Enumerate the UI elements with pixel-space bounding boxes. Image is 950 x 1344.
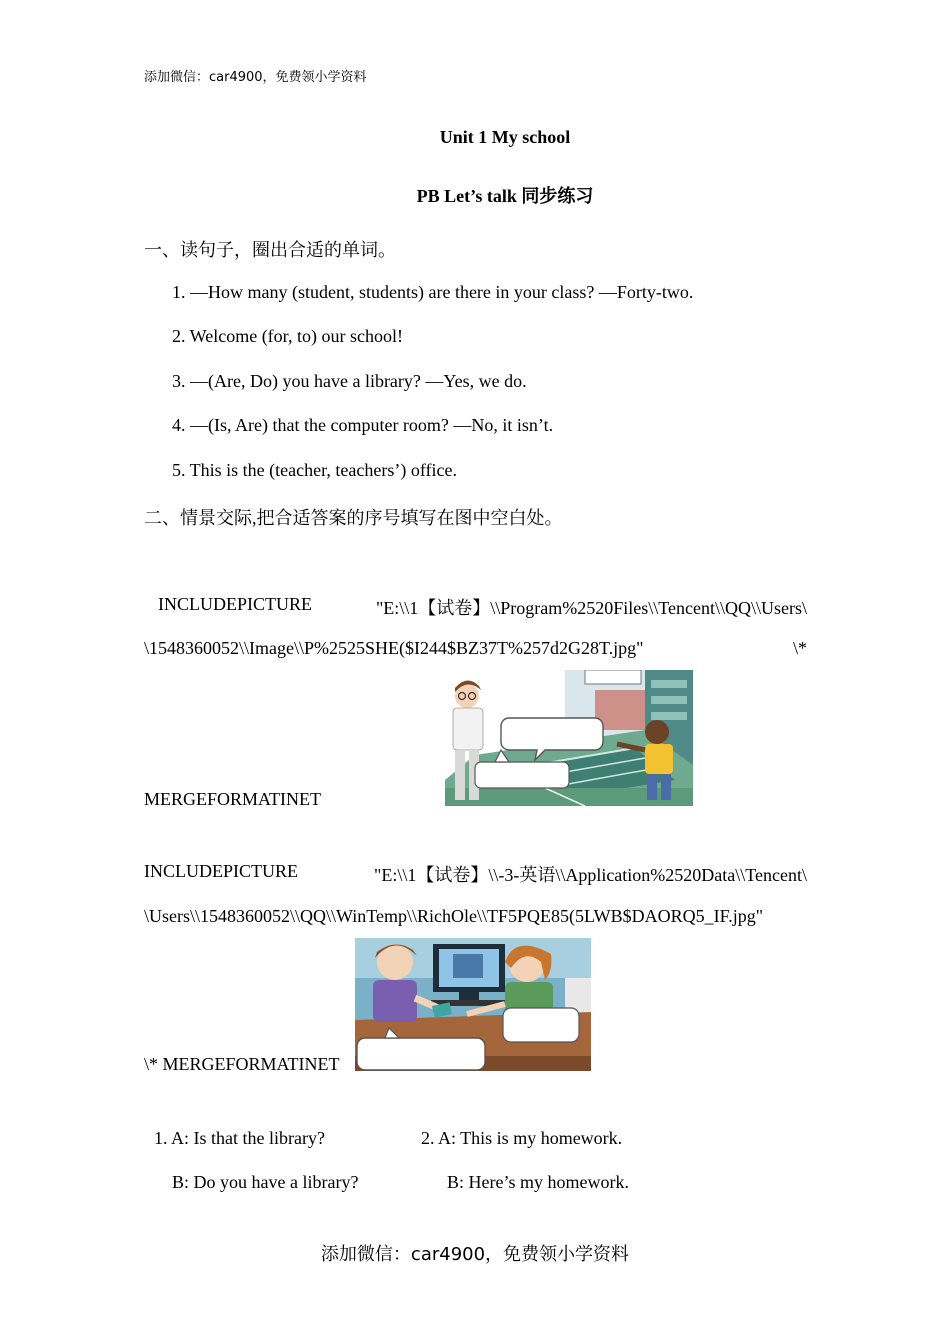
field-code-1-line3: MERGEFORMATINET (144, 789, 322, 809)
section1-heading: 一、读句子，圈出合适的单词。 (144, 240, 396, 260)
question-3: 3. —(Are, Do) you have a library? —Yes, we do. (172, 371, 527, 391)
question-4: 4. —(Is, Are) that the computer room? —No, it isn’t. (172, 415, 554, 435)
section2-heading: 二、情景交际,把合适答案的序号填写在图中空白处。 (144, 508, 563, 528)
question-1: 1. —How many (student, students) are there in your class? —Forty-two. (172, 282, 694, 302)
option-2a: 2. A: This is my homework. (421, 1128, 623, 1148)
option-1b: B: Do you have a library? (172, 1172, 359, 1192)
homework-scene (355, 938, 591, 1071)
field-code-1-line1: INCLUDEPICTURE "E:\\1【试卷】\\Program%2520Files\\Tencent\\QQ\\Users\ (158, 594, 807, 618)
field-code-1-line2: \1548360052\\Image\\P%2525SHE($I244$BZ37T%257d2G28T.jpg" \* (144, 638, 807, 658)
question-2: 2. Welcome (for, to) our school! (172, 326, 403, 346)
question-5: 5. This is the (teacher, teachers’) office. (172, 460, 457, 480)
page-title: Unit 1 My school (439, 127, 571, 147)
field-code-2-line1: INCLUDEPICTURE "E:\\1【试卷】\\-3-英语\\Application%2520Data\\Tencent\ (144, 861, 807, 885)
footer-watermark: 添加微信：car4900，免费领小学资料 (320, 1244, 630, 1265)
illustration-homework (355, 938, 591, 1071)
page-subtitle: PB Let’s talk 同步练习 (416, 186, 594, 206)
option-2b: B: Here’s my homework. (447, 1172, 629, 1192)
field-code-2-line3: \* MERGEFORMATINET (144, 1054, 340, 1074)
header-watermark: 添加微信：car4900，免费领小学资料 (144, 70, 367, 85)
illustration-music-room (445, 670, 693, 806)
music-room-scene (445, 670, 693, 806)
field-code-2-line2: \Users\\1548360052\\QQ\\WinTemp\\RichOle\\TF5PQE85(5LWB$DAORQ5_IF.jpg" (144, 906, 764, 926)
option-1a: 1. A: Is that the library? (154, 1128, 325, 1148)
